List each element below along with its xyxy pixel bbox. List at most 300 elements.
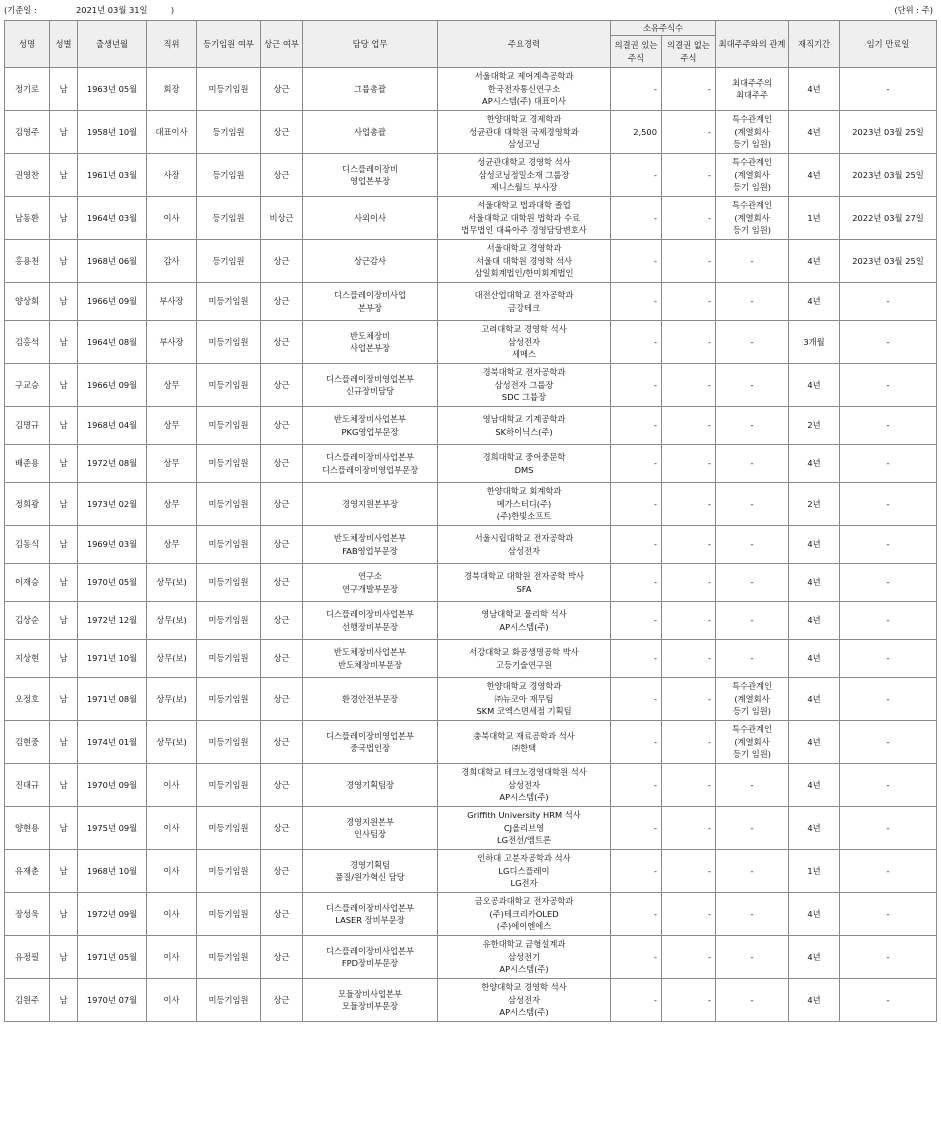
cell-gender: 남 bbox=[50, 445, 78, 483]
cell-relation bbox=[716, 68, 789, 111]
table-row bbox=[5, 678, 937, 721]
cell-registered: 미등기임원 bbox=[197, 407, 261, 445]
cell-gender: 남 bbox=[50, 111, 78, 154]
cell-career bbox=[438, 407, 611, 445]
cell-career-line: 한양대학교 경영학과 bbox=[486, 681, 562, 692]
executive-table bbox=[4, 20, 937, 1022]
cell-career-line: 금강테크 bbox=[507, 302, 541, 313]
col-term: 임기 만료일 bbox=[840, 21, 937, 68]
cell-duty-line: 신규장비담당 bbox=[345, 386, 395, 396]
cell-fulltime: 상근 bbox=[261, 154, 303, 197]
cell-career bbox=[438, 979, 611, 1022]
cell-duty-line: 경영지원본부장 bbox=[341, 498, 399, 509]
cell-position: 부사장 bbox=[147, 321, 197, 364]
table-row bbox=[5, 721, 937, 764]
cell-name: 양현용 bbox=[5, 807, 50, 850]
cell-nonvoting: - bbox=[662, 364, 716, 407]
cell-duty-line: 반도체장비부문장 bbox=[337, 659, 403, 670]
cell-duty bbox=[303, 483, 438, 526]
cell-career-line: 성균관대 대학원 국제경영학과 bbox=[469, 126, 579, 137]
cell-relation-line: - bbox=[750, 255, 754, 266]
cell-name: 홍용천 bbox=[5, 240, 50, 283]
cell-relation-line: - bbox=[750, 379, 754, 390]
cell-relation bbox=[716, 283, 789, 321]
table-header bbox=[5, 21, 937, 68]
cell-career bbox=[438, 111, 611, 154]
cell-fulltime: 상근 bbox=[261, 640, 303, 678]
cell-name: 김명규 bbox=[5, 407, 50, 445]
cell-voting: - bbox=[611, 678, 662, 721]
cell-gender: 남 bbox=[50, 764, 78, 807]
table-row bbox=[5, 154, 937, 197]
cell-career-line: 삼성전기 bbox=[507, 951, 541, 962]
cell-term: 2023년 03월 25일 bbox=[840, 154, 937, 197]
cell-relation bbox=[716, 893, 789, 936]
cell-career bbox=[438, 483, 611, 526]
cell-duty-line: FAB영업부문장 bbox=[342, 545, 398, 556]
cell-relation-line: - bbox=[750, 779, 754, 790]
cell-term: - bbox=[840, 68, 937, 111]
cell-birth: 1968년 04월 bbox=[78, 407, 147, 445]
cell-relation-line: (계열회사 bbox=[734, 693, 770, 704]
table-row bbox=[5, 640, 937, 678]
cell-duty bbox=[303, 640, 438, 678]
cell-career-line: 세메스 bbox=[511, 349, 537, 360]
cell-relation-line: - bbox=[750, 653, 754, 664]
col-gender: 성별 bbox=[50, 21, 78, 68]
cell-duty bbox=[303, 678, 438, 721]
cell-career bbox=[438, 807, 611, 850]
cell-career-line: LG전자 bbox=[510, 878, 538, 889]
cell-nonvoting: - bbox=[662, 640, 716, 678]
cell-duty-line: 디스플레이장비영업본부 bbox=[325, 730, 415, 741]
cell-duty-line: 디스플레이장비사업 bbox=[333, 290, 407, 300]
cell-voting: - bbox=[611, 321, 662, 364]
cell-registered: 미등기임원 bbox=[197, 893, 261, 936]
cell-name: 지상현 bbox=[5, 640, 50, 678]
cell-career-line: AP시스템(주) bbox=[499, 792, 549, 803]
cell-duty bbox=[303, 979, 438, 1022]
cell-duty-line: 디스플레이장비사업본부 bbox=[325, 945, 415, 956]
cell-duty-line: 상근감사 bbox=[353, 255, 387, 266]
cell-fulltime: 상근 bbox=[261, 850, 303, 893]
cell-relation-line: 특수관계인 bbox=[731, 200, 773, 211]
cell-birth: 1975년 09월 bbox=[78, 807, 147, 850]
cell-fulltime: 상근 bbox=[261, 721, 303, 764]
cell-duty-line: 경영지원본부 bbox=[345, 816, 395, 827]
cell-relation-line: 최대주주 bbox=[735, 90, 769, 100]
cell-career-line: ㈜뉴코아 재무팀 bbox=[494, 693, 554, 704]
cell-tenure: 4년 bbox=[789, 721, 840, 764]
table-row bbox=[5, 850, 937, 893]
basis-label: (기준일 : bbox=[4, 5, 37, 15]
cell-fulltime: 상근 bbox=[261, 240, 303, 283]
cell-relation-line: 특수관계인 bbox=[731, 681, 773, 692]
cell-career-line: 법무법인 대륙아주 경영담당변호사 bbox=[461, 225, 587, 236]
cell-career bbox=[438, 445, 611, 483]
cell-gender: 남 bbox=[50, 807, 78, 850]
cell-career-line: 제니스월드 부사장 bbox=[490, 182, 558, 193]
cell-registered: 등기임원 bbox=[197, 111, 261, 154]
cell-nonvoting: - bbox=[662, 564, 716, 602]
cell-voting: - bbox=[611, 364, 662, 407]
cell-career-line: 충북대학교 재료공학과 석사 bbox=[473, 730, 575, 741]
cell-career-line: 한국전자통신연구소 bbox=[487, 83, 561, 94]
cell-gender: 남 bbox=[50, 283, 78, 321]
cell-name: 장성욱 bbox=[5, 893, 50, 936]
cell-name: 오정호 bbox=[5, 678, 50, 721]
cell-relation-line: 등기 임원) bbox=[733, 139, 771, 150]
cell-relation-line: 최대주주의 bbox=[731, 77, 773, 88]
table-row bbox=[5, 364, 937, 407]
cell-term: - bbox=[840, 936, 937, 979]
cell-term: - bbox=[840, 283, 937, 321]
cell-nonvoting: - bbox=[662, 407, 716, 445]
table-row bbox=[5, 240, 937, 283]
cell-birth: 1966년 09월 bbox=[78, 283, 147, 321]
col-name: 성명 bbox=[5, 21, 50, 68]
table-body bbox=[5, 68, 937, 1022]
cell-voting: - bbox=[611, 936, 662, 979]
cell-tenure: 4년 bbox=[789, 445, 840, 483]
cell-career bbox=[438, 364, 611, 407]
cell-position: 부사장 bbox=[147, 283, 197, 321]
cell-name: 유정필 bbox=[5, 936, 50, 979]
cell-tenure: 4년 bbox=[789, 807, 840, 850]
cell-position: 상무(보) bbox=[147, 721, 197, 764]
cell-birth: 1970년 07월 bbox=[78, 979, 147, 1022]
cell-gender: 남 bbox=[50, 564, 78, 602]
cell-career-line: AP시스템(주) bbox=[499, 1007, 549, 1018]
cell-term: 2023년 03월 25일 bbox=[840, 111, 937, 154]
cell-career-line: 고려대학교 경영학 석사 bbox=[481, 324, 567, 335]
cell-fulltime: 상근 bbox=[261, 564, 303, 602]
cell-term: - bbox=[840, 526, 937, 564]
table-row bbox=[5, 936, 937, 979]
cell-duty-line: 반도체장비사업본부 bbox=[333, 414, 407, 424]
cell-birth: 1972년 08월 bbox=[78, 445, 147, 483]
cell-registered: 미등기임원 bbox=[197, 764, 261, 807]
cell-career bbox=[438, 240, 611, 283]
cell-duty-line: LASER 장비부문장 bbox=[335, 915, 405, 925]
cell-registered: 미등기임원 bbox=[197, 364, 261, 407]
cell-position: 상무(보) bbox=[147, 678, 197, 721]
cell-registered: 미등기임원 bbox=[197, 936, 261, 979]
cell-career-line: 서울대학교 대학원 법학과 수료 bbox=[467, 212, 581, 223]
cell-tenure: 4년 bbox=[789, 364, 840, 407]
cell-voting: - bbox=[611, 640, 662, 678]
cell-position: 이사 bbox=[147, 850, 197, 893]
cell-name: 김상순 bbox=[5, 602, 50, 640]
cell-career-line: LG디스플레이 bbox=[498, 865, 550, 876]
basis-close: ) bbox=[170, 5, 175, 15]
cell-duty bbox=[303, 526, 438, 564]
cell-fulltime: 상근 bbox=[261, 68, 303, 111]
cell-relation bbox=[716, 640, 789, 678]
cell-birth: 1966년 09월 bbox=[78, 364, 147, 407]
cell-term: - bbox=[840, 807, 937, 850]
cell-fulltime: 상근 bbox=[261, 936, 303, 979]
cell-registered: 미등기임원 bbox=[197, 321, 261, 364]
cell-career-line: 경북대학교 대학원 전자공학 박사 bbox=[463, 571, 585, 581]
cell-fulltime: 상근 bbox=[261, 764, 303, 807]
cell-nonvoting: - bbox=[662, 602, 716, 640]
cell-position: 상무(보) bbox=[147, 602, 197, 640]
cell-position: 이사 bbox=[147, 893, 197, 936]
table-row bbox=[5, 197, 937, 240]
table-row bbox=[5, 111, 937, 154]
cell-fulltime: 상근 bbox=[261, 111, 303, 154]
cell-career-line: 한양대학교 회계학과 bbox=[486, 486, 562, 497]
cell-gender: 남 bbox=[50, 850, 78, 893]
table-row bbox=[5, 564, 937, 602]
cell-career bbox=[438, 850, 611, 893]
col-relation: 최대주주와의 관계 bbox=[716, 21, 789, 68]
cell-duty bbox=[303, 602, 438, 640]
cell-gender: 남 bbox=[50, 602, 78, 640]
cell-tenure: 4년 bbox=[789, 240, 840, 283]
cell-career-line: 유한대학교 금형설계과 bbox=[482, 939, 566, 950]
cell-voting: - bbox=[611, 154, 662, 197]
cell-registered: 미등기임원 bbox=[197, 283, 261, 321]
cell-registered: 미등기임원 bbox=[197, 640, 261, 678]
cell-term: 2023년 03월 25일 bbox=[840, 240, 937, 283]
table-row bbox=[5, 979, 937, 1022]
cell-voting: - bbox=[611, 893, 662, 936]
cell-nonvoting: - bbox=[662, 483, 716, 526]
cell-relation bbox=[716, 364, 789, 407]
cell-career bbox=[438, 602, 611, 640]
cell-name: 양상회 bbox=[5, 283, 50, 321]
cell-relation-line: - bbox=[750, 577, 754, 588]
cell-duty-line: 디스플레이장비 bbox=[341, 163, 399, 174]
cell-nonvoting: - bbox=[662, 283, 716, 321]
col-voting: 의결권 있는 주식 bbox=[611, 36, 662, 68]
cell-birth: 1971년 08월 bbox=[78, 678, 147, 721]
cell-duty-line: 인사팀장 bbox=[353, 829, 387, 839]
cell-birth: 1970년 09월 bbox=[78, 764, 147, 807]
cell-gender: 남 bbox=[50, 526, 78, 564]
cell-tenure: 4년 bbox=[789, 564, 840, 602]
cell-tenure: 4년 bbox=[789, 764, 840, 807]
cell-tenure: 4년 bbox=[789, 678, 840, 721]
cell-registered: 등기임원 bbox=[197, 154, 261, 197]
cell-duty-line: 품질/원가혁신 담당 bbox=[335, 872, 405, 882]
cell-voting: - bbox=[611, 283, 662, 321]
cell-gender: 남 bbox=[50, 721, 78, 764]
cell-voting: - bbox=[611, 979, 662, 1022]
cell-duty-line: 선행장비부문장 bbox=[341, 621, 399, 632]
cell-position: 이사 bbox=[147, 936, 197, 979]
cell-career-line: CJ올리브영 bbox=[503, 822, 545, 833]
cell-career-line: SKM 코엑스면세점 기획팀 bbox=[476, 706, 572, 717]
cell-fulltime: 상근 bbox=[261, 407, 303, 445]
cell-registered: 미등기임원 bbox=[197, 564, 261, 602]
cell-duty bbox=[303, 807, 438, 850]
cell-fulltime: 상근 bbox=[261, 283, 303, 321]
cell-career bbox=[438, 321, 611, 364]
cell-term: - bbox=[840, 979, 937, 1022]
cell-duty bbox=[303, 721, 438, 764]
cell-career-line: AP시스템(주) 대표이사 bbox=[482, 96, 566, 107]
cell-duty-line: 모듈장비부문장 bbox=[341, 1001, 399, 1011]
cell-tenure: 4년 bbox=[789, 111, 840, 154]
cell-name: 정기로 bbox=[5, 68, 50, 111]
cell-relation-line: - bbox=[750, 498, 754, 509]
basis-date-value: 2021년 03월 31일 bbox=[76, 5, 148, 15]
cell-relation-line: - bbox=[750, 336, 754, 347]
cell-voting: - bbox=[611, 407, 662, 445]
cell-gender: 남 bbox=[50, 640, 78, 678]
cell-name: 김홍석 bbox=[5, 321, 50, 364]
cell-duty bbox=[303, 68, 438, 111]
cell-registered: 미등기임원 bbox=[197, 526, 261, 564]
cell-position: 사장 bbox=[147, 154, 197, 197]
cell-registered: 미등기임원 bbox=[197, 602, 261, 640]
col-position: 직위 bbox=[147, 21, 197, 68]
cell-career-line: 삼성전자 그룹장 bbox=[494, 379, 554, 390]
cell-voting: - bbox=[611, 850, 662, 893]
cell-career-line: 영남대학교 물리학 석사 bbox=[481, 609, 567, 619]
cell-career-line: SK하이닉스(주) bbox=[495, 426, 553, 437]
cell-registered: 미등기임원 bbox=[197, 68, 261, 111]
cell-fulltime: 상근 bbox=[261, 364, 303, 407]
cell-position: 감사 bbox=[147, 240, 197, 283]
cell-name: 김동식 bbox=[5, 526, 50, 564]
cell-tenure: 4년 bbox=[789, 602, 840, 640]
cell-birth: 1971년 05월 bbox=[78, 936, 147, 979]
cell-career-line: 한양대학교 경영학 석사 bbox=[481, 982, 567, 993]
cell-duty bbox=[303, 154, 438, 197]
cell-relation-line: - bbox=[750, 420, 754, 431]
cell-relation-line: 특수관계인 bbox=[731, 114, 773, 125]
cell-duty-line: 반도체장비사업본부 bbox=[333, 647, 407, 657]
cell-voting: - bbox=[611, 197, 662, 240]
cell-birth: 1970년 05월 bbox=[78, 564, 147, 602]
cell-birth: 1964년 08월 bbox=[78, 321, 147, 364]
cell-career-line: AP시스템(주) bbox=[499, 621, 549, 632]
cell-duty-line: 사업총괄 bbox=[353, 126, 387, 137]
cell-birth: 1974년 01월 bbox=[78, 721, 147, 764]
cell-tenure: 4년 bbox=[789, 893, 840, 936]
cell-tenure: 4년 bbox=[789, 68, 840, 111]
cell-name: 유재춘 bbox=[5, 850, 50, 893]
cell-duty bbox=[303, 197, 438, 240]
cell-career-line: Griffith University HRM 석사 bbox=[467, 810, 581, 821]
cell-position: 대표이사 bbox=[147, 111, 197, 154]
cell-nonvoting: - bbox=[662, 111, 716, 154]
table-row bbox=[5, 893, 937, 936]
cell-term: - bbox=[840, 445, 937, 483]
cell-registered: 미등기임원 bbox=[197, 483, 261, 526]
cell-career bbox=[438, 893, 611, 936]
cell-career bbox=[438, 764, 611, 807]
cell-term: - bbox=[840, 407, 937, 445]
table-row bbox=[5, 445, 937, 483]
cell-duty-line: 디스플레이장비영업본부 bbox=[325, 373, 415, 384]
cell-name: 김영주 bbox=[5, 111, 50, 154]
cell-registered: 미등기임원 bbox=[197, 850, 261, 893]
cell-relation-line: 특수관계인 bbox=[731, 724, 773, 735]
cell-tenure: 2년 bbox=[789, 407, 840, 445]
cell-career-line: 서울대학교 법과대학 졸업 bbox=[477, 200, 571, 211]
cell-registered: 미등기임원 bbox=[197, 678, 261, 721]
cell-relation bbox=[716, 850, 789, 893]
cell-career-line: 한양대학교 경제학과 bbox=[486, 114, 562, 125]
cell-term: - bbox=[840, 564, 937, 602]
cell-career-line: 삼성전자 bbox=[507, 779, 541, 790]
cell-term: - bbox=[840, 850, 937, 893]
cell-duty bbox=[303, 283, 438, 321]
cell-relation-line: - bbox=[750, 458, 754, 469]
cell-nonvoting: - bbox=[662, 526, 716, 564]
cell-career-line: 삼성코닝정밀소재 그룹장 bbox=[478, 169, 570, 180]
cell-relation bbox=[716, 483, 789, 526]
cell-relation bbox=[716, 979, 789, 1022]
cell-nonvoting: - bbox=[662, 321, 716, 364]
cell-career-line: 서울대 대학원 경영학 석사 bbox=[475, 255, 573, 266]
cell-duty bbox=[303, 893, 438, 936]
cell-birth: 1964년 03월 bbox=[78, 197, 147, 240]
cell-voting: - bbox=[611, 445, 662, 483]
cell-relation bbox=[716, 936, 789, 979]
cell-tenure: 2년 bbox=[789, 483, 840, 526]
cell-relation bbox=[716, 321, 789, 364]
cell-name: 구교승 bbox=[5, 364, 50, 407]
cell-career-line: (주)테크리카OLED bbox=[489, 908, 559, 919]
cell-career bbox=[438, 68, 611, 111]
cell-relation bbox=[716, 526, 789, 564]
cell-birth: 1963년 05월 bbox=[78, 68, 147, 111]
cell-term: - bbox=[840, 678, 937, 721]
cell-career bbox=[438, 564, 611, 602]
table-row bbox=[5, 407, 937, 445]
cell-career bbox=[438, 936, 611, 979]
cell-career-line: (주)에이엔에스 bbox=[496, 921, 552, 932]
cell-registered: 미등기임원 bbox=[197, 807, 261, 850]
cell-fulltime: 상근 bbox=[261, 483, 303, 526]
cell-relation bbox=[716, 445, 789, 483]
cell-tenure: 1년 bbox=[789, 850, 840, 893]
cell-name: 김원주 bbox=[5, 979, 50, 1022]
cell-duty-line: 디스플레이장비영업부문장 bbox=[321, 464, 419, 475]
cell-duty-line: 경영기획팀장 bbox=[345, 779, 395, 790]
cell-position: 상무(보) bbox=[147, 640, 197, 678]
cell-career-line: 삼성전자 bbox=[507, 545, 541, 556]
cell-fulltime: 비상근 bbox=[261, 197, 303, 240]
cell-term: - bbox=[840, 321, 937, 364]
cell-name: 김현중 bbox=[5, 721, 50, 764]
table-row bbox=[5, 807, 937, 850]
cell-career-line: 경희대학교 테크노경영대학원 석사 bbox=[461, 767, 587, 778]
cell-gender: 남 bbox=[50, 893, 78, 936]
cell-relation bbox=[716, 721, 789, 764]
cell-nonvoting: - bbox=[662, 764, 716, 807]
cell-relation bbox=[716, 240, 789, 283]
cell-career bbox=[438, 197, 611, 240]
cell-duty-line: 디스플레이장비사업본부 bbox=[325, 609, 415, 619]
cell-position: 상무(보) bbox=[147, 564, 197, 602]
cell-career-line: 성균관대학교 경영학 석사 bbox=[477, 157, 571, 168]
cell-duty-line: 모듈장비사업본부 bbox=[337, 988, 403, 999]
cell-duty-line: 중국법인장 bbox=[349, 743, 391, 753]
cell-position: 상무 bbox=[147, 526, 197, 564]
cell-position: 이사 bbox=[147, 807, 197, 850]
cell-tenure: 1년 bbox=[789, 197, 840, 240]
cell-tenure: 4년 bbox=[789, 979, 840, 1022]
cell-career-line: LG전선/엠트론 bbox=[497, 835, 551, 846]
cell-voting: - bbox=[611, 68, 662, 111]
